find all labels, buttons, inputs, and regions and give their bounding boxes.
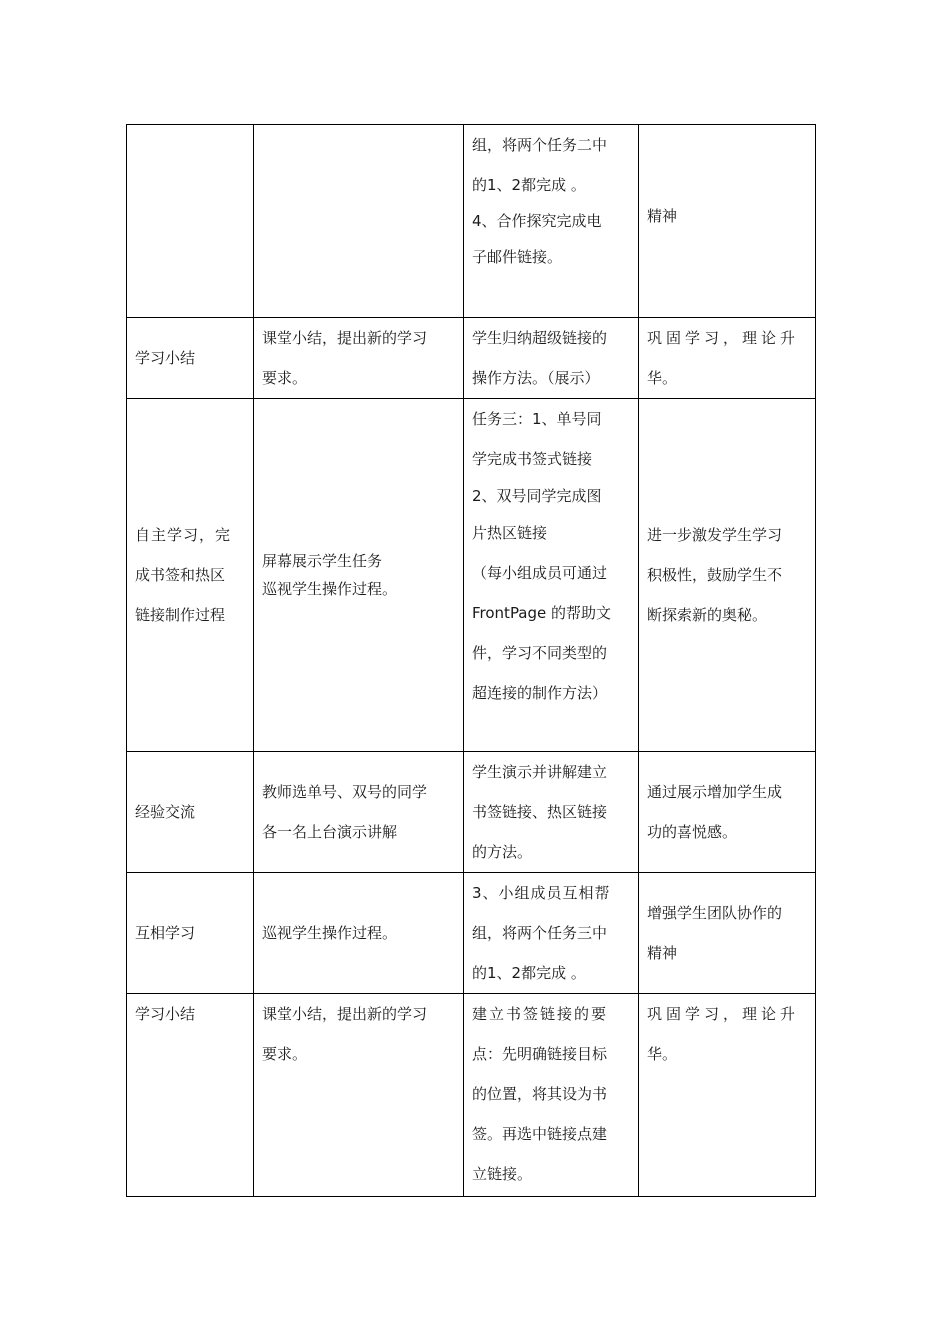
text-line: 要求。 [262, 369, 308, 387]
text-line: 进一步激发学生学习 [647, 526, 783, 544]
stage-cell [127, 125, 254, 318]
text-line: 片热区链接 [472, 524, 548, 542]
design-intent-cell [639, 318, 816, 399]
design-intent-cell [639, 994, 816, 1197]
text-line: 的位置，将其设为书 [472, 1085, 608, 1103]
teacher-activity-cell [254, 752, 464, 873]
text-line: 3、小组成员互相帮 [472, 884, 611, 902]
stage-cell [127, 873, 254, 994]
table-row [127, 318, 816, 399]
text-line: 4、合作探究完成电 [472, 212, 602, 230]
teacher-activity-cell [254, 873, 464, 994]
text-line: 自主学习，完 [135, 526, 232, 544]
text-line: 学习小结 [135, 349, 196, 367]
text-line: 组，将两个任务二中 [472, 136, 608, 154]
table-row [127, 873, 816, 994]
text-line: 任务三：1、单号同 [472, 410, 602, 428]
text-line: 学完成书签式链接 [472, 450, 593, 468]
text-line: 华。 [647, 369, 678, 387]
table-row [127, 994, 816, 1197]
text-line: 链接制作过程 [135, 606, 226, 624]
student-activity-cell [464, 125, 639, 318]
text-line: 经验交流 [135, 803, 196, 821]
text-line: 2、双号同学完成图 [472, 487, 602, 505]
text-line: 积极性，鼓励学生不 [647, 566, 783, 584]
design-intent-cell [639, 399, 816, 752]
text-line: 通过展示增加学生成 [647, 783, 783, 801]
text-line: 学生归纳超级链接的 [472, 329, 608, 347]
text-line: 华。 [647, 1045, 678, 1063]
text-line: 件，学习不同类型的 [472, 644, 608, 662]
text-line: 书签链接、热区链接 [472, 803, 608, 821]
table-row [127, 399, 816, 752]
text-line: 巡视学生操作过程。 [262, 924, 398, 942]
stage-cell [127, 399, 254, 752]
text-line: 立链接。 [472, 1165, 533, 1183]
text-line: 子邮件链接。 [472, 248, 563, 266]
stage-cell [127, 752, 254, 873]
text-line: 精神 [647, 944, 678, 962]
teacher-activity-cell [254, 125, 464, 318]
text-line: （每小组成员可通过 [472, 564, 608, 582]
text-line: 的1、2都完成 。 [472, 964, 586, 982]
text-line: 点：先明确链接目标 [472, 1045, 608, 1063]
lesson-plan-table [126, 124, 816, 1197]
text-line: 的方法。 [472, 843, 533, 861]
text-line: 各一名上台演示讲解 [262, 823, 398, 841]
design-intent-cell [639, 873, 816, 994]
teacher-activity-cell [254, 318, 464, 399]
student-activity-cell [464, 752, 639, 873]
text-line: 成书签和热区 [135, 566, 226, 584]
student-activity-cell [464, 399, 639, 752]
text-line: 的1、2都完成 。 [472, 176, 586, 194]
text-line: 学习小结 [135, 1005, 196, 1023]
teacher-activity-cell [254, 994, 464, 1197]
text-line: 断探索新的奥秘。 [647, 606, 768, 624]
text-line: 组，将两个任务三中 [472, 924, 608, 942]
text-line: 巩固学习，理论升 [647, 1005, 800, 1023]
text-line: 建立书签链接的要 [472, 1005, 609, 1023]
student-activity-cell [464, 318, 639, 399]
stage-cell [127, 994, 254, 1197]
teacher-activity-cell [254, 399, 464, 752]
text-line: 屏幕展示学生任务 [262, 552, 383, 570]
text-line: FrontPage 的帮助文 [472, 604, 612, 622]
text-line: 增强学生团队协作的 [647, 904, 783, 922]
text-line: 学生演示并讲解建立 [472, 763, 608, 781]
table-row [127, 752, 816, 873]
student-activity-cell [464, 873, 639, 994]
text-line: 巩固学习，理论升 [647, 329, 800, 347]
stage-cell [127, 318, 254, 399]
text-line: 精神 [647, 207, 678, 225]
text-line: 功的喜悦感。 [647, 823, 738, 841]
text-line: 课堂小结，提出新的学习 [262, 329, 428, 347]
text-line: 巡视学生操作过程。 [262, 580, 398, 598]
text-line: 互相学习 [135, 924, 196, 942]
text-line: 超连接的制作方法） [472, 684, 608, 702]
text-line: 要求。 [262, 1045, 308, 1063]
table-row [127, 125, 816, 318]
text-line: 课堂小结，提出新的学习 [262, 1005, 428, 1023]
text-line: 教师选单号、双号的同学 [262, 783, 428, 801]
design-intent-cell [639, 752, 816, 873]
student-activity-cell [464, 994, 639, 1197]
text-line: 操作方法。（展示） [472, 369, 600, 387]
design-intent-cell [639, 125, 816, 318]
text-line: 签。再选中链接点建 [472, 1125, 608, 1143]
